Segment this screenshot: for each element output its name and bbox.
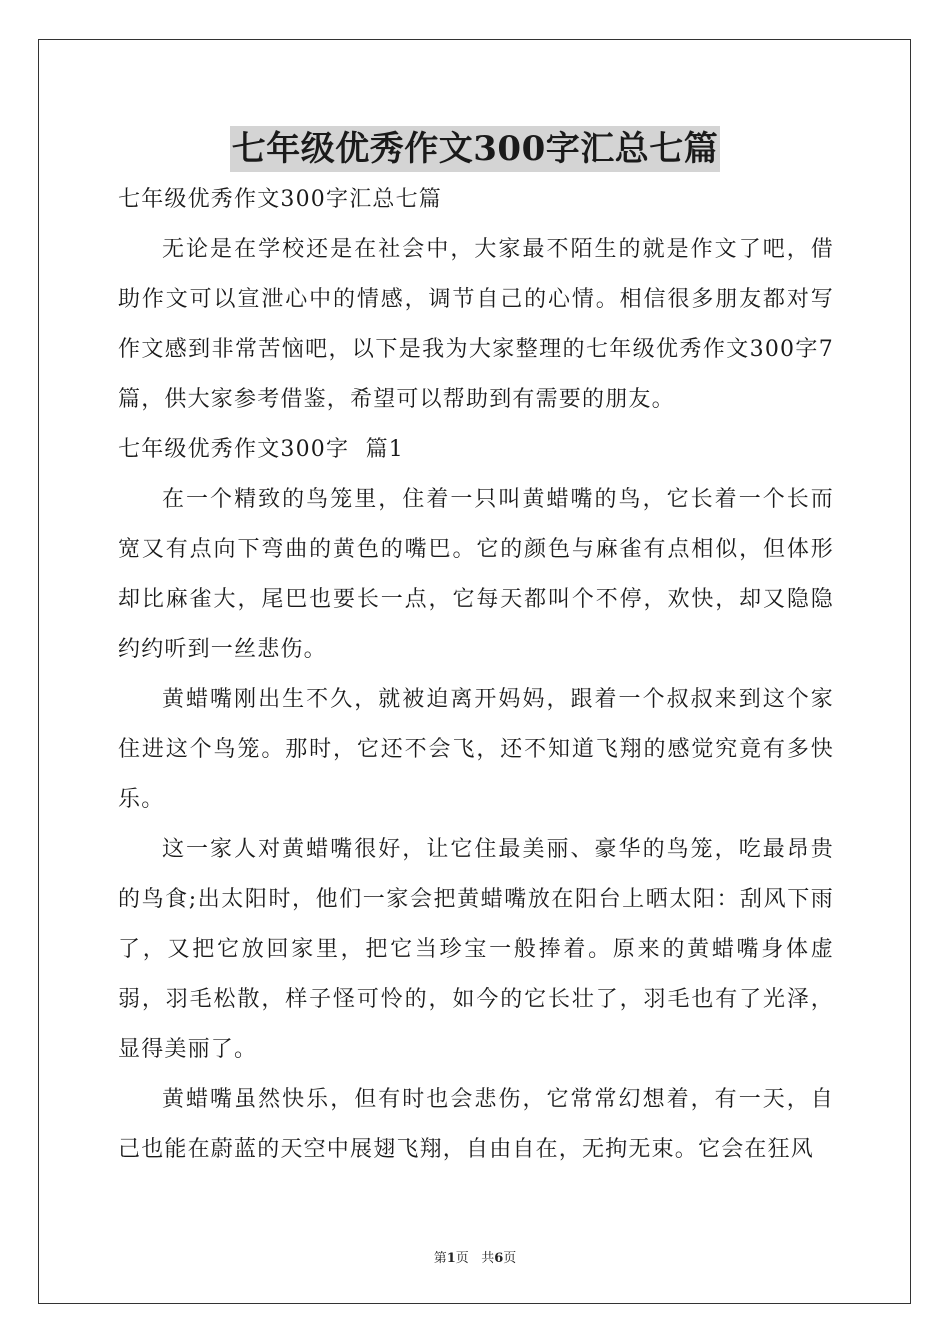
title-container bbox=[0, 126, 950, 172]
body-paragraph: 在一个精致的鸟笼里，住着一只叫黄蜡嘴的鸟，它长着一个长而宽又有点向下弯曲的黄色的嘴巴。它的颜色与麻雀有点相似，但体形却比麻雀大，尾巴也要长一点，它每天都叫个不停，欢快，却又隐隐约约听到一丝悲伤。 bbox=[118, 487, 834, 662]
page-footer bbox=[0, 1247, 950, 1266]
document-title: 七年级优秀作文300字汇总七篇 bbox=[230, 126, 720, 172]
total-pages: 6 bbox=[494, 1251, 504, 1266]
total-label-prefix: 共 bbox=[481, 1251, 495, 1266]
document-subtitle: 七年级优秀作文300字汇总七篇 bbox=[118, 187, 442, 212]
total-label-suffix: 页 bbox=[503, 1251, 517, 1266]
page-number: 1 bbox=[446, 1251, 456, 1266]
page-label-prefix: 第 bbox=[433, 1251, 447, 1266]
body-paragraph: 这一家人对黄蜡嘴很好，让它住最美丽、豪华的鸟笼，吃最昂贵的鸟食;出太阳时，他们一家会把黄蜡嘴放在阳台上晒太阳：刮风下雨了，又把它放回家里，把它当珍宝一般捧着。原来的黄蜡嘴身体虚弱，羽毛松散，样子怪可怜的，如今的它长壮了，羽毛也有了光泽，显得美丽了。 bbox=[118, 837, 834, 1062]
page-label-suffix: 页 bbox=[455, 1251, 469, 1266]
section-heading: 七年级优秀作文300字 篇1 bbox=[118, 437, 404, 462]
document-body bbox=[118, 175, 834, 1175]
intro-paragraph: 无论是在学校还是在社会中，大家最不陌生的就是作文了吧，借助作文可以宣泄心中的情感，调节自己的心情。相信很多朋友都对写作文感到非常苦恼吧，以下是我为大家整理的七年级优秀作文300字7篇，供大家参考借鉴，希望可以帮助到有需要的朋友。 bbox=[118, 237, 834, 412]
body-paragraph: 黄蜡嘴刚出生不久，就被迫离开妈妈，跟着一个叔叔来到这个家住进这个鸟笼。那时，它还不会飞，还不知道飞翔的感觉究竟有多快乐。 bbox=[118, 687, 834, 812]
body-paragraph: 黄蜡嘴虽然快乐，但有时也会悲伤，它常常幻想着，有一天，自己也能在蔚蓝的天空中展翅飞翔，自由自在，无拘无束。它会在狂风 bbox=[118, 1087, 834, 1162]
